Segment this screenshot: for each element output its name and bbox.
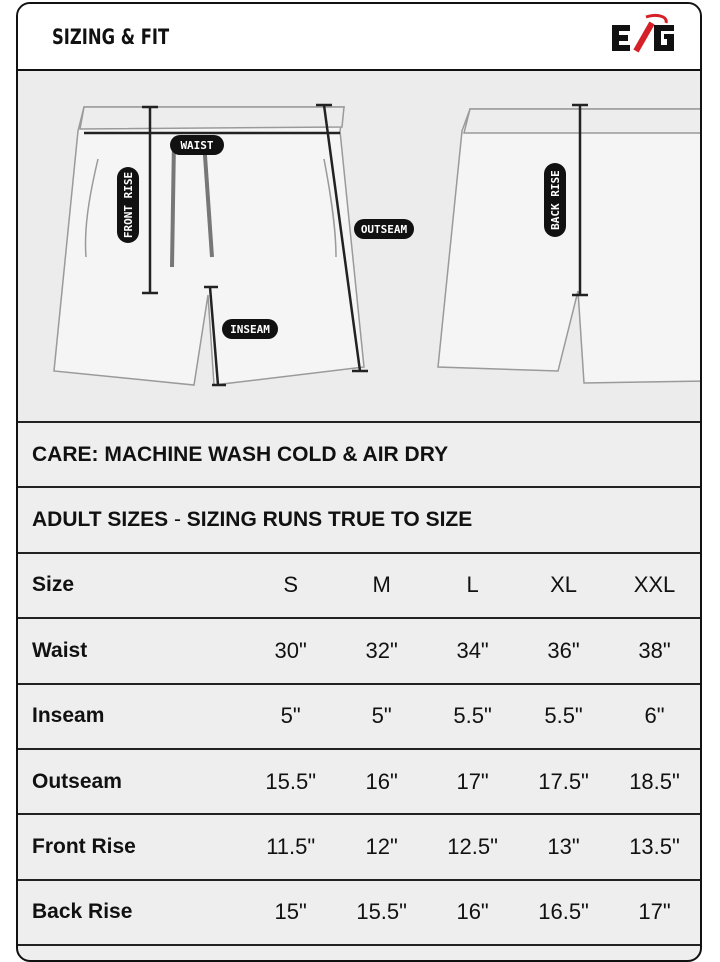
inseam-label: INSEAM bbox=[230, 323, 270, 336]
table-cell: 17" bbox=[456, 768, 489, 794]
table-cell: 16.5" bbox=[538, 899, 589, 925]
care-instructions bbox=[18, 423, 700, 488]
brand-logo-icon bbox=[606, 11, 680, 63]
table-cell: 17.5" bbox=[538, 768, 589, 794]
table-cell: 5.5" bbox=[453, 703, 492, 729]
size-header-label: Size bbox=[32, 573, 75, 597]
back-shorts-illustration bbox=[438, 109, 702, 383]
size-header-cell: M bbox=[372, 572, 391, 598]
back-rise-badge bbox=[544, 163, 566, 237]
table-cell: 12.5" bbox=[447, 834, 498, 860]
waist-label: WAIST bbox=[180, 139, 214, 152]
table-cell: 30" bbox=[274, 637, 307, 663]
table-cell: 32" bbox=[365, 637, 398, 663]
adult-sizes-note: SIZING RUNS TRUE TO SIZE bbox=[186, 508, 473, 532]
adult-sizes-separator: - bbox=[168, 508, 187, 532]
table-cell: 13" bbox=[547, 834, 580, 860]
table-cell: 5" bbox=[280, 703, 301, 729]
table-cell: 13.5" bbox=[629, 834, 680, 860]
outseam-badge bbox=[354, 219, 414, 239]
row-label: Inseam bbox=[32, 704, 105, 728]
table-cell: 6" bbox=[644, 703, 665, 729]
card-header bbox=[18, 4, 700, 71]
inseam-badge bbox=[222, 319, 278, 339]
page-title: SIZING & FIT bbox=[52, 24, 170, 49]
sizing-card bbox=[16, 2, 702, 962]
table-cell: 12" bbox=[365, 834, 398, 860]
table-cell: 36" bbox=[547, 637, 580, 663]
table-row bbox=[18, 750, 700, 815]
table-cell: 16" bbox=[456, 899, 489, 925]
table-cell: 15" bbox=[274, 899, 307, 925]
size-header-cell: XXL bbox=[633, 572, 676, 598]
front-rise-label: FRONT RISE bbox=[122, 171, 135, 239]
front-rise-badge bbox=[117, 167, 139, 243]
row-label: Front Rise bbox=[32, 835, 136, 859]
table-cell: 5" bbox=[371, 703, 392, 729]
table-cell: 17" bbox=[638, 899, 671, 925]
back-rise-label: BACK RISE bbox=[549, 170, 562, 230]
size-header-cell: S bbox=[283, 572, 299, 598]
table-row bbox=[18, 815, 700, 880]
size-header-cell: XL bbox=[550, 572, 578, 598]
waist-badge bbox=[170, 135, 224, 155]
table-cell: 16" bbox=[365, 768, 398, 794]
table-cell: 15.5" bbox=[265, 768, 317, 794]
table-cell: 11.5" bbox=[266, 834, 316, 860]
size-header-row bbox=[18, 554, 700, 619]
table-row bbox=[18, 881, 700, 946]
outseam-label: OUTSEAM bbox=[360, 223, 408, 236]
row-label: Outseam bbox=[32, 769, 122, 793]
care-text: CARE: MACHINE WASH COLD & AIR DRY bbox=[32, 442, 449, 466]
adult-sizes-banner bbox=[18, 488, 700, 553]
table-row bbox=[18, 685, 700, 750]
table-cell: 5.5" bbox=[544, 703, 583, 729]
shorts-diagram bbox=[18, 71, 700, 423]
table-row bbox=[18, 619, 700, 684]
table-cell: 18.5" bbox=[629, 768, 680, 794]
table-cell: 34" bbox=[456, 637, 489, 663]
size-header-cell: L bbox=[466, 572, 479, 598]
row-label: Waist bbox=[32, 638, 88, 662]
table-cell: 38" bbox=[638, 637, 671, 663]
row-label: Back Rise bbox=[32, 900, 133, 924]
table-cell: 15.5" bbox=[356, 899, 407, 925]
adult-sizes-prefix: ADULT SIZES bbox=[32, 508, 169, 532]
